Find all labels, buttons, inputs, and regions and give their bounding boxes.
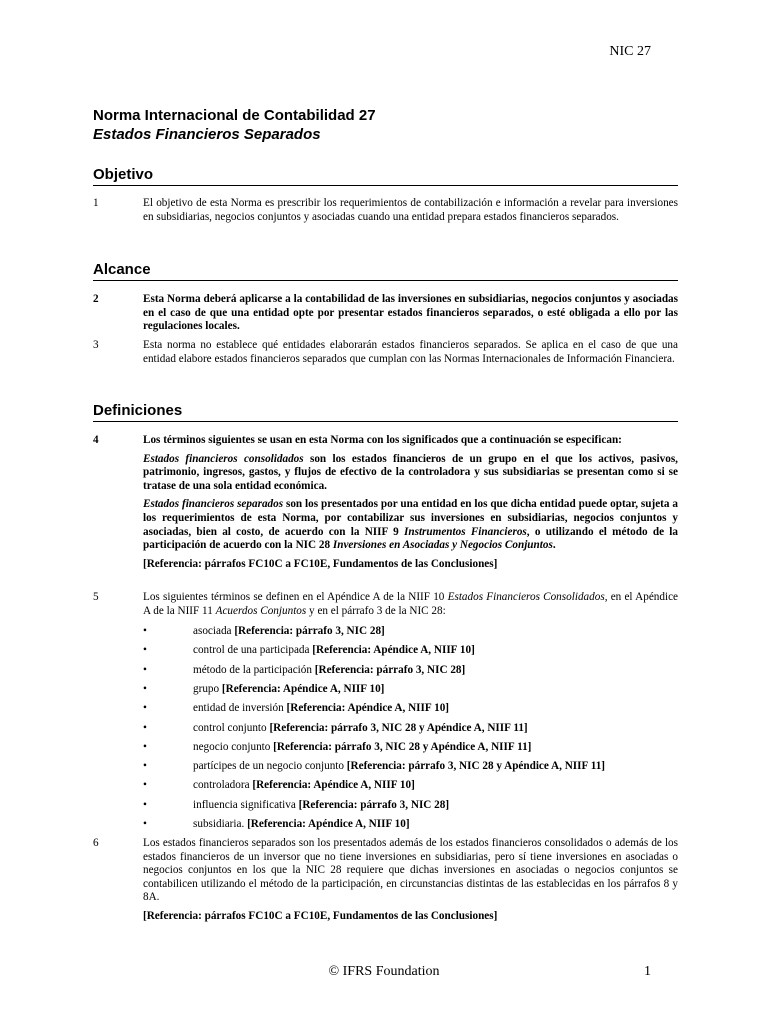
definition-term: Estados financieros separados (143, 498, 284, 511)
paragraph-number: 1 (93, 197, 99, 209)
paragraph-3 (93, 339, 678, 371)
paragraph-number: 5 (93, 591, 99, 603)
term-text (193, 818, 410, 830)
page-number: 1 (644, 964, 651, 979)
term-text (193, 702, 449, 714)
term-label: entidad de inversión (193, 702, 284, 715)
term-reference: [Referencia: Apéndice A, NIIF 10] (286, 702, 450, 715)
term-reference: [Referencia: párrafo 3, NIC 28] (298, 798, 450, 811)
bullet-glyph: • (143, 779, 147, 792)
section-heading-alcance: Alcance (93, 261, 678, 281)
term-label: control conjunto (193, 721, 267, 734)
term-reference: [Referencia: párrafo 3, NIC 28 y Apéndice A, NIIF 11] (346, 760, 606, 773)
bullet-glyph: • (143, 740, 147, 753)
paragraph-text: Los estados financieros separados son los presentados además de los estados financieros consolidados o además de los estados financieros de un inversor que no tiene inversiones en subsidiarias, pero sí tiene inversiones en asociadas o negocios conjuntos en los que la NIC 28 requiere que dichas inversiones en asociadas o negocios conjuntos se contabilicen utilizando el método de la participación, en circunstancias distintas de las establecidas en los párrafos 8 y 8A. (143, 837, 678, 904)
definition-text: , o utilizando el método de la participación de acuerdo con la NIC 28 (143, 525, 678, 552)
text-segment: Los siguientes términos se definen en el Apéndice A de la NIIF 10 (143, 591, 448, 603)
bullet-glyph: • (143, 798, 147, 811)
definition-consolidated (143, 453, 678, 494)
definition-separate (143, 498, 678, 552)
term-reference: [Referencia: Apéndice A, NIIF 10] (221, 682, 385, 695)
definition-text: . (552, 539, 556, 552)
term-label: partícipes de un negocio conjunto (193, 760, 344, 773)
standard-reference: Estados Financieros Consolidados (447, 591, 605, 603)
paragraph-text: Esta norma no establece qué entidades elaborarán estados financieros separados. Se aplica en el caso de que una entidad elabore estados financieros separados que cumplan con las Normas Internacionales de Información Financiera. (143, 339, 678, 365)
paragraph-5 (93, 591, 678, 623)
document-title (93, 106, 678, 144)
term-reference: [Referencia: Apéndice A, NIIF 10] (252, 779, 415, 792)
bullet-glyph: • (143, 760, 147, 773)
term-label: método de la participación (193, 663, 312, 676)
bullet-glyph: • (143, 644, 147, 657)
term-reference: [Referencia: Apéndice A, NIIF 10] (247, 818, 410, 830)
bullet-glyph: • (143, 625, 147, 637)
term-label: control de una participada (193, 644, 310, 657)
term-text (193, 741, 531, 753)
term-reference: [Referencia: párrafo 3, NIC 28 y Apéndice A, NIIF 11] (273, 740, 532, 753)
standard-reference: Acuerdos Conjuntos (215, 604, 307, 617)
term-text (193, 760, 605, 772)
term-text (193, 644, 475, 656)
standard-reference: Instrumentos Financieros (404, 525, 527, 538)
paragraph-6 (93, 837, 678, 929)
paragraph-number: 6 (93, 837, 99, 849)
paragraph-intro: Los términos siguientes se usan en esta Norma con los significados que a continuación se especifican: (143, 434, 622, 446)
paragraph-number: 2 (93, 293, 99, 305)
basis-reference: [Referencia: párrafos FC10C a FC10E, Fundamentos de las Conclusiones] (143, 909, 498, 922)
term-text (193, 683, 384, 695)
section-heading-objetivo: Objetivo (93, 166, 678, 186)
term-text (193, 722, 528, 734)
text-segment: y en el párrafo 3 de la NIC 28: (306, 604, 446, 617)
title-main: Norma Internacional de Contabilidad 27 (93, 107, 376, 124)
term-reference: [Referencia: párrafo 3, NIC 28] (234, 625, 385, 637)
paragraph-text: El objetivo de esta Norma es prescribir los requerimientos de contabilización e información a revelar para inversiones en subsidiarias, negocios conjuntos y asociadas cuando una entidad prepara estados financieros separados. (143, 197, 678, 223)
term-label: asociada (193, 625, 232, 637)
bullet-glyph: • (143, 702, 147, 715)
term-text (193, 664, 465, 676)
term-reference: [Referencia: Apéndice A, NIIF 10] (312, 644, 475, 657)
definition-text: son los estados financieros de un grupo en el que los activos, pasivos, patrimonio, ingresos, gastos, y flujos de efectivo de la controladora y sus subsidiarias se presentan como si se tratase de una sola entidad económica. (143, 452, 678, 492)
paragraph-text (143, 591, 678, 618)
footer-copyright: © IFRS Foundation (328, 964, 440, 979)
paragraph-4 (93, 434, 678, 576)
term-reference: [Referencia: párrafo 3, NIC 28 y Apéndice A, NIIF 11] (269, 721, 528, 734)
page-header-code: NIC 27 (609, 44, 651, 59)
bullet-glyph: • (143, 682, 147, 695)
title-subtitle: Estados Financieros Separados (93, 126, 321, 143)
paragraph-number: 4 (93, 434, 99, 446)
bullet-glyph: • (143, 663, 147, 676)
term-reference: [Referencia: párrafo 3, NIC 28] (314, 663, 466, 676)
paragraph-1 (93, 197, 678, 229)
term-label: subsidiaria. (193, 818, 245, 830)
term-label: influencia significativa (193, 798, 296, 811)
standard-reference: Inversiones en Asociadas y Negocios Conjuntos (332, 539, 553, 552)
bullet-glyph: • (143, 818, 147, 830)
section-heading-definiciones: Definiciones (93, 402, 678, 422)
term-text (193, 799, 449, 811)
text-segment: , en el Apéndice A de la NIIF 11 (143, 591, 679, 617)
term-label: controladora (193, 779, 250, 792)
paragraph-2 (93, 293, 678, 339)
bullet-glyph: • (143, 721, 147, 734)
term-label: negocio conjunto (193, 740, 271, 753)
definition-text: son los presentados por una entidad en los que dicha entidad puede optar, sujeta a los requerimientos de esta Norma, por contabilizar sus inversiones en subsidiarias, negocios conjuntos y asociadas, bien al costo, de acuerdo con la NIIF 9 (143, 498, 678, 538)
paragraph-number: 3 (93, 339, 99, 351)
definition-term: Estados financieros consolidados (143, 452, 304, 465)
term-label: grupo (193, 682, 220, 695)
term-text (193, 625, 385, 637)
basis-reference: [Referencia: párrafos FC10C a FC10E, Fundamentos de las Conclusiones] (143, 557, 498, 570)
paragraph-text: Esta Norma deberá aplicarse a la contabilidad de las inversiones en subsidiarias, negocios conjuntos y asociadas en el caso de que una entidad opte por presentar estados financieros separados, o esté obligada a ello por las regulaciones locales. (143, 293, 678, 333)
term-text (193, 779, 415, 791)
